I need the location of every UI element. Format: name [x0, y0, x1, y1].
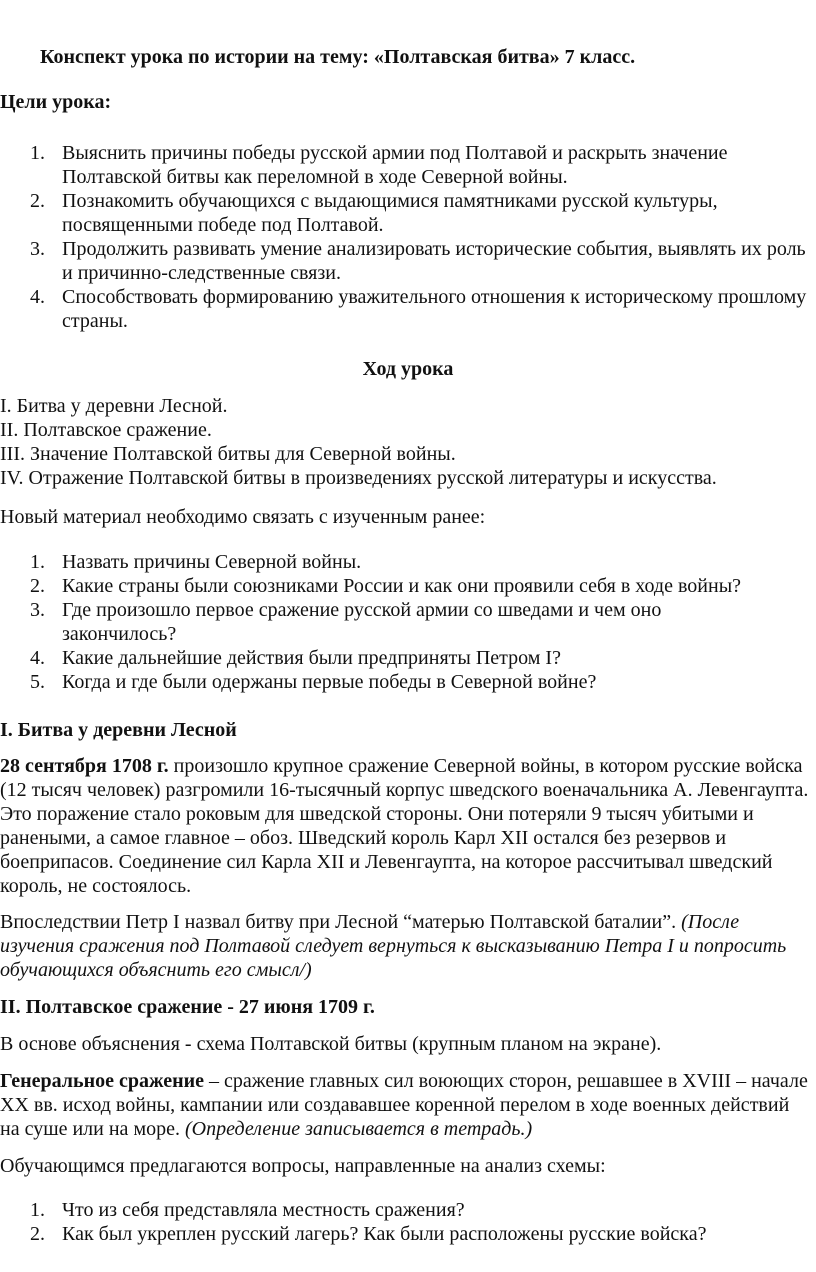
definition-paragraph [0, 1069, 812, 1141]
quote-text: Впоследствии Петр I назвал битву при Лесной “матерью Полтавской баталии”. [0, 911, 682, 933]
section1-heading: I. Битва у деревни Лесной [0, 719, 237, 741]
list-text: Какие страны были союзниками России и как они проявили себя в ходе войны? [62, 575, 742, 597]
plan-item: IV. Отражение Полтавской битвы в произведениях русской литературы и искусства. [0, 467, 717, 489]
list-text: Продолжить развивать умение анализировать исторические события, выявлять их роль и причинно-следственные связи. [62, 238, 806, 284]
course-heading: Ход урока [362, 358, 454, 380]
list-text: Как был укреплен русский лагерь? Как были расположены русские войска? [62, 1223, 707, 1245]
list-number: 2. [30, 1223, 45, 1245]
list-item [0, 237, 816, 285]
list-number: 2. [30, 575, 45, 597]
list-number: 5. [30, 671, 45, 693]
list-item [0, 1198, 816, 1222]
goals-list [0, 141, 816, 333]
questions-list [0, 550, 816, 694]
list-item [0, 285, 816, 333]
list-number: 4. [30, 286, 45, 308]
list-text: Что из себя представляла местность сражения? [62, 1199, 465, 1221]
list-item [0, 574, 816, 598]
list-number: 1. [30, 142, 45, 164]
list-item [0, 1222, 816, 1246]
list-text: Выяснить причины победы русской армии под Полтавой и раскрыть значение Полтавской битвы как переломной в ходе Северной войны. [62, 142, 728, 188]
list-text: Где произошло первое сражение русской армии со шведами и чем оно закончилось? [62, 599, 662, 645]
questions-intro: Обучающимся предлагаются вопросы, направленные на анализ схемы: [0, 1155, 606, 1177]
date-bold: 28 сентября 1708 г. [0, 755, 169, 777]
list-number: 3. [30, 238, 45, 260]
section1-paragraph [0, 754, 812, 898]
list-item [0, 189, 816, 237]
list-text: Познакомить обучающихся с выдающимися памятниками русской культуры, посвященными победе под Полтавой. [62, 190, 718, 236]
term-definition: – сражение главных сил воюющих сторон, решавшее в XVIII – начале XX вв. исход войны, кампании или создававшее коренной перелом в ходе военных действий на суше или на море. [0, 1070, 808, 1140]
lesson-title: Конспект урока по истории на тему: «Полтавская битва» 7 класс. [40, 46, 636, 68]
lesson-plan [0, 394, 717, 490]
teacher-note: (После изучения сражения под Полтавой следует вернуться к высказыванию Петра I и попросить обучающихся объяснить его смысл/) [0, 911, 787, 981]
list-number: 3. [30, 599, 45, 621]
section2-heading: II. Полтавское сражение - 27 июня 1709 г. [0, 996, 375, 1018]
plan-item: II. Полтавское сражение. [0, 419, 212, 441]
link-paragraph: Новый материал необходимо связать с изученным ранее: [0, 506, 486, 528]
list-text: Способствовать формированию уважительного отношения к историческому прошлому страны. [62, 286, 807, 332]
list-text: Какие дальнейшие действия были предприняты Петром I? [62, 647, 561, 669]
list-number: 1. [30, 1199, 45, 1221]
goals-heading: Цели урока: [0, 91, 112, 113]
list-item [0, 646, 816, 670]
list-number: 2. [30, 190, 45, 212]
term-bold: Генеральное сражение [0, 1070, 205, 1092]
section1-paragraph-2 [0, 910, 812, 982]
list-item [0, 670, 816, 694]
list-item [0, 550, 816, 574]
plan-item: III. Значение Полтавской битвы для Северной войны. [0, 443, 456, 465]
section1-text: произошло крупное сражение Северной войны, в котором русские войска (12 тысяч человек) разгромили 16-тысячный корпус шведского военачальника А. Левенгаупта. Это поражение стало роковым для шведской стороны. Они потеряли 9 тысяч убитыми и ранеными, а самое главное – обоз. Шведский король Карл XII остался без резервов и боеприпасов. Соединение сил Карла XII и Левенгаупта, на которое рассчитывал шведский король, не состоялось. [0, 755, 809, 897]
list-number: 1. [30, 551, 45, 573]
term-note: (Определение записывается в тетрадь.) [184, 1118, 533, 1140]
basis-paragraph: В основе объяснения - схема Полтавской битвы (крупным планом на экране). [0, 1033, 662, 1055]
scheme-questions-list [0, 1198, 816, 1246]
list-text: Назвать причины Северной войны. [62, 551, 362, 573]
list-number: 4. [30, 647, 45, 669]
plan-item: I. Битва у деревни Лесной. [0, 395, 228, 417]
list-item [0, 141, 816, 189]
list-item [0, 598, 816, 646]
list-text: Когда и где были одержаны первые победы в Северной войне? [62, 671, 597, 693]
